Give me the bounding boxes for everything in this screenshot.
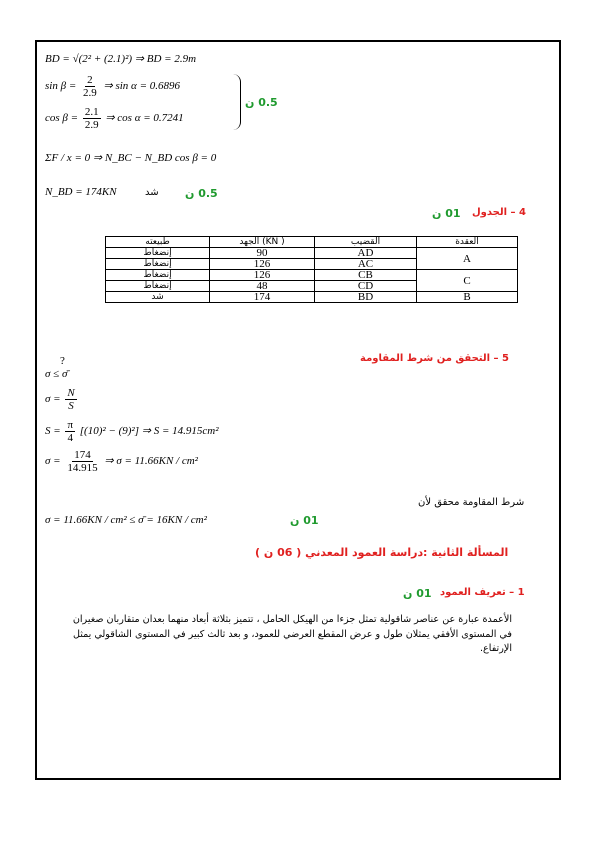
bd-equation: BD = √(2² + (2.1)²) ⇒ BD = 2.9m bbox=[45, 53, 197, 65]
cell-bar: CD bbox=[315, 281, 417, 292]
mark-stress: 01 ن bbox=[290, 514, 319, 527]
area-denominator: 4 bbox=[67, 432, 73, 444]
resistance-heading: 5 – التحقق من شرط المقاومة bbox=[360, 353, 509, 364]
column-def-heading: 1 – تعريف العمود bbox=[440, 587, 525, 598]
area-numerator: π bbox=[67, 419, 73, 431]
header-node: العقدة bbox=[417, 237, 518, 248]
cell-force: 174 bbox=[210, 292, 315, 303]
sigma-fraction bbox=[65, 387, 76, 412]
cos-fraction bbox=[83, 106, 101, 131]
header-force: الجهد (KN ) bbox=[210, 237, 315, 248]
cell-nature: إنضغاط bbox=[106, 248, 210, 259]
stress-condition: σ ≤ σ̄ bbox=[45, 368, 68, 380]
cell-bar: CB bbox=[315, 270, 417, 281]
cell-node: C bbox=[417, 270, 518, 292]
sigma-numerator: N bbox=[67, 387, 75, 399]
cell-nature: إنضغاط bbox=[106, 270, 210, 281]
cell-nature: إنضغاط bbox=[106, 281, 210, 292]
area-equation bbox=[45, 419, 219, 444]
table-row bbox=[106, 248, 518, 259]
cell-bar: AC bbox=[315, 259, 417, 270]
cos-numerator: 2.1 bbox=[84, 106, 99, 118]
final-condition: σ = 11.66KN / cm² ≤ σ̄ = 16KN / cm² bbox=[45, 514, 207, 526]
mark-nbd: 0.5 ن bbox=[185, 187, 218, 200]
header-nature: طبيعته bbox=[106, 237, 210, 248]
mark-table: 01 ن bbox=[432, 207, 461, 220]
cell-bar: AD bbox=[315, 248, 417, 259]
cos-equation bbox=[45, 106, 184, 131]
nbd-equation: N_BD = 174KN bbox=[45, 186, 117, 198]
column-definition-paragraph: الأعمدة عبارة عن عناصر شاقولية تمثل جزءا من الهيكل الحامل ، تتميز بثلاثة أبعاد منهما بعدان متقاربان صغيران في المستوى الأفقي يمثلان طول و عرض المقطع العرضي للعمود، و بعد ثالث كبير في المستوى الشاقولي يمثل الإرتفاع. bbox=[72, 614, 512, 654]
table-heading: 4 – الجدول bbox=[472, 207, 526, 218]
cell-force: 48 bbox=[210, 281, 315, 292]
table-row bbox=[106, 292, 518, 303]
cell-bar: BD bbox=[315, 292, 417, 303]
stress-calc bbox=[45, 449, 198, 474]
question-mark: ? bbox=[60, 355, 65, 367]
mark-trig: 0.5 ن bbox=[245, 96, 278, 109]
area-lhs: S = bbox=[45, 425, 61, 438]
sin-equation bbox=[45, 74, 180, 99]
cell-nature: شد bbox=[106, 292, 210, 303]
verified-text: شرط المقاومة محقق لأن bbox=[418, 497, 525, 508]
sin-denominator: 2.9 bbox=[83, 87, 97, 99]
problem-two-subtitle: دراسة العمود المعدني ( 06 ن ) bbox=[255, 546, 424, 559]
sin-lhs: sin β = bbox=[45, 80, 77, 93]
calc-fraction bbox=[65, 449, 99, 474]
table-header-row bbox=[106, 237, 518, 248]
calc-lhs: σ = bbox=[45, 455, 61, 468]
area-fraction bbox=[65, 419, 75, 444]
cell-node: B bbox=[417, 292, 518, 303]
calc-rhs: ⇒ σ = 11.66KN / cm² bbox=[104, 455, 198, 468]
sin-numerator: 2 bbox=[87, 74, 93, 86]
forces-table bbox=[105, 236, 518, 303]
sin-fraction bbox=[81, 74, 99, 99]
area-rhs: [(10)² − (9)²] ⇒ S = 14.915cm² bbox=[79, 425, 219, 438]
problem-two-title: المسألة الثانية : bbox=[423, 546, 509, 559]
calc-denominator: 14.915 bbox=[67, 462, 98, 474]
cos-rhs: ⇒ cos α = 0.7241 bbox=[105, 112, 184, 125]
cos-denominator: 2.9 bbox=[84, 119, 99, 131]
cell-node: A bbox=[417, 248, 518, 270]
calc-numerator: 174 bbox=[74, 449, 91, 461]
nbd-word: شد bbox=[145, 187, 159, 198]
sigma-denominator: S bbox=[68, 400, 74, 412]
mark-definition: 01 ن bbox=[403, 587, 432, 600]
sumf-equation: ΣF / x = 0 ⇒ N_BC − N_BD cos β = 0 bbox=[45, 152, 217, 164]
cell-force: 90 bbox=[210, 248, 315, 259]
cell-force: 126 bbox=[210, 270, 315, 281]
sigma-definition bbox=[45, 387, 79, 412]
header-bar: القضيب bbox=[315, 237, 417, 248]
cell-force: 126 bbox=[210, 259, 315, 270]
curly-brace bbox=[231, 74, 241, 130]
sigma-lhs: σ = bbox=[45, 393, 61, 406]
cell-nature: إنضغاط bbox=[106, 259, 210, 270]
table-row bbox=[106, 270, 518, 281]
sin-rhs: ⇒ sin α = 0.6896 bbox=[103, 80, 181, 93]
cos-lhs: cos β = bbox=[45, 112, 79, 125]
